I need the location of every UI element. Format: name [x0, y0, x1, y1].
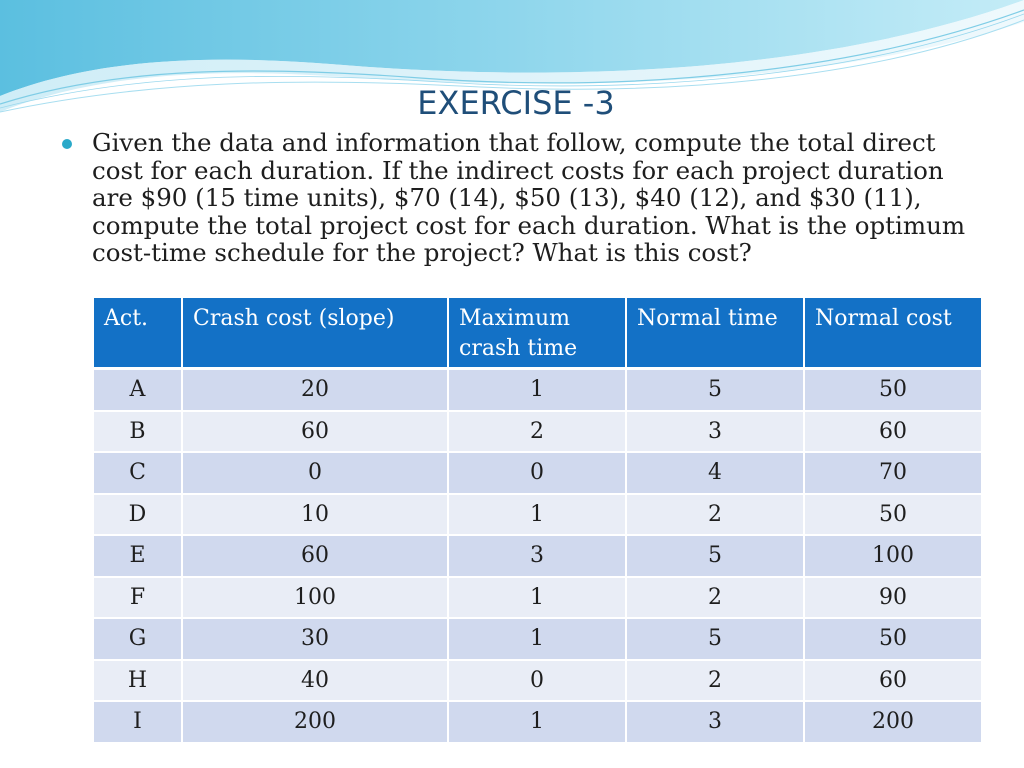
- table-row: [94, 494, 981, 536]
- cell-crash-cost: 20: [182, 369, 448, 411]
- cell-max-crash-time: 2: [448, 411, 626, 453]
- header-activity: Act.: [94, 298, 182, 369]
- cell-crash-cost: 0: [182, 452, 448, 494]
- cell-crash-cost: 30: [182, 618, 448, 660]
- table-row: [94, 660, 981, 702]
- header-max-crash-time: Maximum crash time: [448, 298, 626, 369]
- cell-normal-time: 2: [626, 577, 804, 619]
- slide-title: EXERCISE -3: [417, 84, 615, 122]
- cell-normal-time: 3: [626, 411, 804, 453]
- cell-normal-cost: 60: [804, 660, 981, 702]
- table-row: [94, 701, 981, 743]
- cell-activity: I: [94, 701, 182, 743]
- cell-crash-cost: 60: [182, 411, 448, 453]
- cell-max-crash-time: 1: [448, 618, 626, 660]
- cell-crash-cost: 10: [182, 494, 448, 536]
- header-crash-cost: Crash cost (slope): [182, 298, 448, 369]
- cell-normal-cost: 90: [804, 577, 981, 619]
- cell-activity: A: [94, 369, 182, 411]
- cell-max-crash-time: 1: [448, 577, 626, 619]
- cell-activity: H: [94, 660, 182, 702]
- activity-table: [94, 298, 981, 744]
- table-header-row: [94, 298, 981, 369]
- cell-activity: D: [94, 494, 182, 536]
- table-row: [94, 618, 981, 660]
- cell-max-crash-time: 0: [448, 660, 626, 702]
- cell-max-crash-time: 1: [448, 701, 626, 743]
- header-normal-time: Normal time: [626, 298, 804, 369]
- cell-normal-cost: 50: [804, 494, 981, 536]
- cell-normal-cost: 50: [804, 369, 981, 411]
- cell-max-crash-time: 3: [448, 535, 626, 577]
- cell-normal-time: 3: [626, 701, 804, 743]
- header-normal-cost: Normal cost: [804, 298, 981, 369]
- table-row: [94, 452, 981, 494]
- table-row: [94, 369, 981, 411]
- cell-activity: G: [94, 618, 182, 660]
- cell-activity: B: [94, 411, 182, 453]
- exercise-text: Given the data and information that follow, compute the total direct cost for each duration. If the indirect costs for each project duration are $90 (15 time units), $70 (14), $50 (13), $40 (12), and $30 (11), compute the total project cost for each duration. What is the optimum cost-time schedule for the project? What is this cost?: [92, 128, 966, 267]
- cell-max-crash-time: 0: [448, 452, 626, 494]
- cell-crash-cost: 100: [182, 577, 448, 619]
- table-row: [94, 411, 981, 453]
- cell-normal-cost: 50: [804, 618, 981, 660]
- cell-normal-time: 2: [626, 660, 804, 702]
- cell-activity: F: [94, 577, 182, 619]
- cell-normal-time: 4: [626, 452, 804, 494]
- table-row: [94, 577, 981, 619]
- cell-max-crash-time: 1: [448, 494, 626, 536]
- cell-crash-cost: 200: [182, 701, 448, 743]
- cell-crash-cost: 60: [182, 535, 448, 577]
- cell-normal-time: 5: [626, 618, 804, 660]
- cell-normal-cost: 200: [804, 701, 981, 743]
- cell-max-crash-time: 1: [448, 369, 626, 411]
- cell-crash-cost: 40: [182, 660, 448, 702]
- cell-normal-cost: 60: [804, 411, 981, 453]
- bullet-dot-icon: [62, 139, 72, 149]
- table-row: [94, 535, 981, 577]
- cell-normal-time: 2: [626, 494, 804, 536]
- cell-normal-time: 5: [626, 535, 804, 577]
- cell-normal-time: 5: [626, 369, 804, 411]
- cell-normal-cost: 100: [804, 535, 981, 577]
- cell-activity: E: [94, 535, 182, 577]
- cell-activity: C: [94, 452, 182, 494]
- cell-normal-cost: 70: [804, 452, 981, 494]
